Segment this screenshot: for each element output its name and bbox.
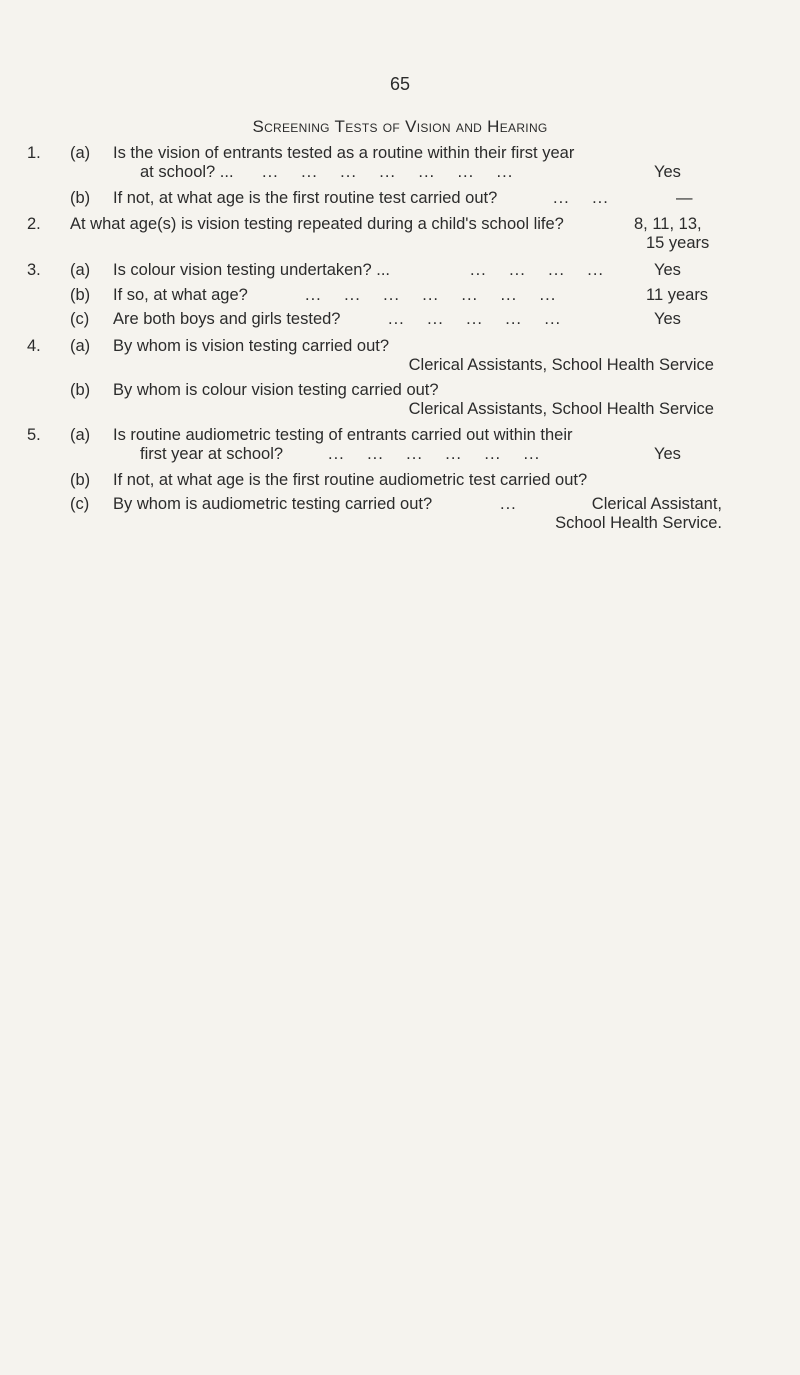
question-2-text: At what age(s) is vision testing repeated during a child's school life? [70, 215, 564, 233]
dot-leader: ... ... ... ... [470, 261, 605, 279]
question-2-number: 2. [27, 215, 41, 233]
question-1a-label: (a) [70, 144, 91, 162]
dot-leader: ... ... ... ... ... ... ... [305, 286, 557, 304]
question-5a-answer: Yes [654, 445, 681, 463]
dot-leader: ... [500, 495, 517, 513]
question-1a-answer: Yes [654, 163, 681, 181]
question-5c-answer-continued: School Health Service. [555, 514, 722, 532]
question-3c-answer: Yes [654, 310, 681, 328]
question-4a-text: By whom is vision testing carried out? [113, 337, 390, 355]
page-title: Screening Tests of Vision and Hearing [252, 117, 548, 136]
dot-leader: ... ... ... ... ... ... ... [262, 163, 514, 181]
question-2-answer-continued: 15 years [646, 234, 710, 252]
question-4b-label: (b) [70, 381, 91, 399]
question-1b-label: (b) [70, 189, 91, 207]
question-4b-answer: Clerical Assistants, School Health Service [408, 400, 714, 418]
question-3c-text: Are both boys and girls tested? [113, 310, 341, 328]
question-2-answer: 8, 11, 13, [634, 215, 702, 233]
question-5-number: 5. [27, 426, 41, 444]
question-1b-answer: — [676, 189, 693, 207]
question-5c-answer: Clerical Assistant, [591, 495, 722, 513]
question-4b-text: By whom is colour vision testing carried out? [113, 381, 439, 399]
question-4a-label: (a) [70, 337, 91, 355]
page-number: 65 [389, 74, 411, 94]
question-3a-text: Is colour vision testing undertaken? ... [113, 261, 390, 279]
question-4-number: 4. [27, 337, 41, 355]
question-3a-answer: Yes [654, 261, 681, 279]
dot-leader: ... ... ... ... ... [388, 310, 562, 328]
question-3b-text: If so, at what age? [113, 286, 248, 304]
question-5a-text-continued: first year at school? [140, 445, 284, 463]
question-4a-answer: Clerical Assistants, School Health Service [408, 356, 714, 374]
dot-leader: ... ... [553, 189, 609, 207]
question-1a-text: Is the vision of entrants tested as a routine within their first year [113, 144, 575, 162]
dot-leader: ... ... ... ... ... ... [328, 445, 541, 463]
question-1b-text: If not, at what age is the first routine test carried out? [113, 189, 498, 207]
question-3b-label: (b) [70, 286, 91, 304]
question-5a-text: Is routine audiometric testing of entrants carried out within their [113, 426, 573, 444]
question-1-number: 1. [27, 144, 41, 162]
question-5b-text: If not, at what age is the first routine audiometric test carried out? [113, 471, 588, 489]
question-5a-label: (a) [70, 426, 91, 444]
question-3c-label: (c) [70, 310, 90, 328]
question-5b-label: (b) [70, 471, 91, 489]
question-1a-text-continued: at school? ... [140, 163, 234, 181]
question-3b-answer: 11 years [646, 286, 709, 304]
question-5c-text: By whom is audiometric testing carried out? [113, 495, 433, 513]
question-3-number: 3. [27, 261, 41, 279]
question-5c-label: (c) [70, 495, 90, 513]
question-3a-label: (a) [70, 261, 91, 279]
